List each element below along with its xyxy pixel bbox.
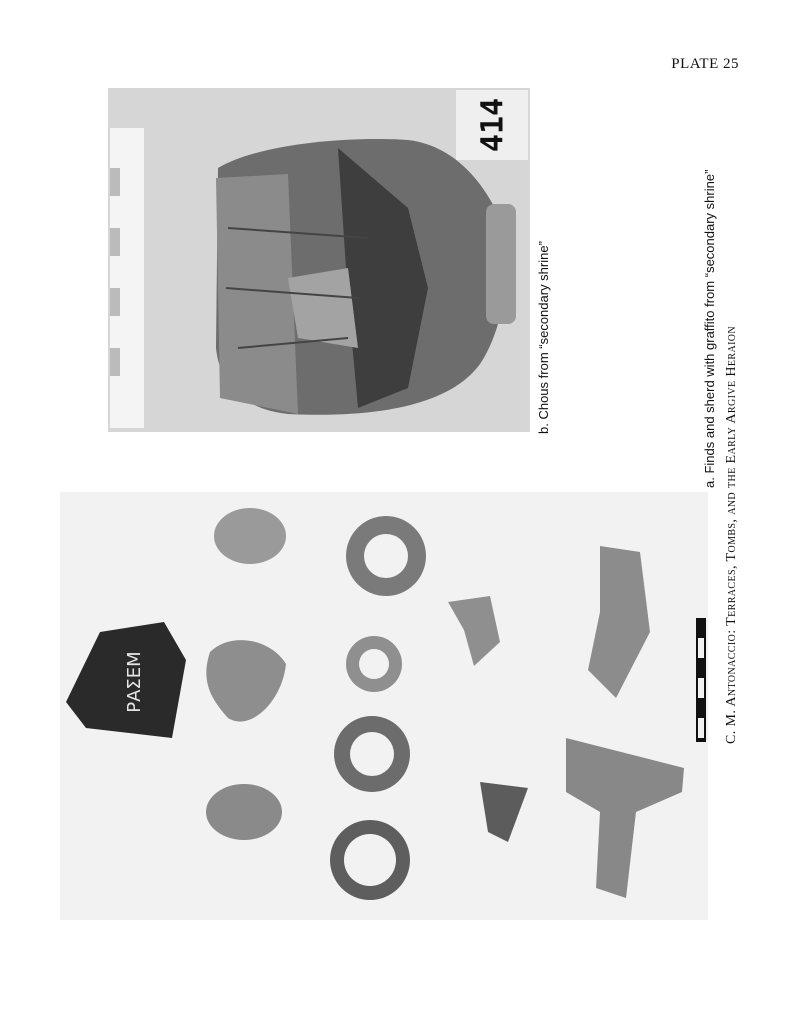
caption-b: b. Chous from “secondary shrine” <box>536 241 551 434</box>
photo-finds <box>60 492 708 920</box>
graffito-text: ΡΑΣΕΜ <box>124 651 145 713</box>
footer-author: C. M. Antonaccio: <box>724 629 739 744</box>
photo-chous <box>108 88 530 432</box>
inventory-tag: 414 <box>475 97 511 153</box>
caption-a: a. Finds and sherd with graffito from “secondary shrine” <box>702 169 717 488</box>
finds-image <box>60 492 708 920</box>
chous-image <box>108 88 530 432</box>
running-footer <box>724 326 740 744</box>
footer-title: Terraces, Tombs, and the Early Argive Heraion <box>724 325 739 626</box>
figurine-head <box>214 508 286 564</box>
plate-label: PLATE 25 <box>671 56 739 72</box>
chous-neck <box>486 204 516 324</box>
figurine-fragment <box>206 784 282 840</box>
